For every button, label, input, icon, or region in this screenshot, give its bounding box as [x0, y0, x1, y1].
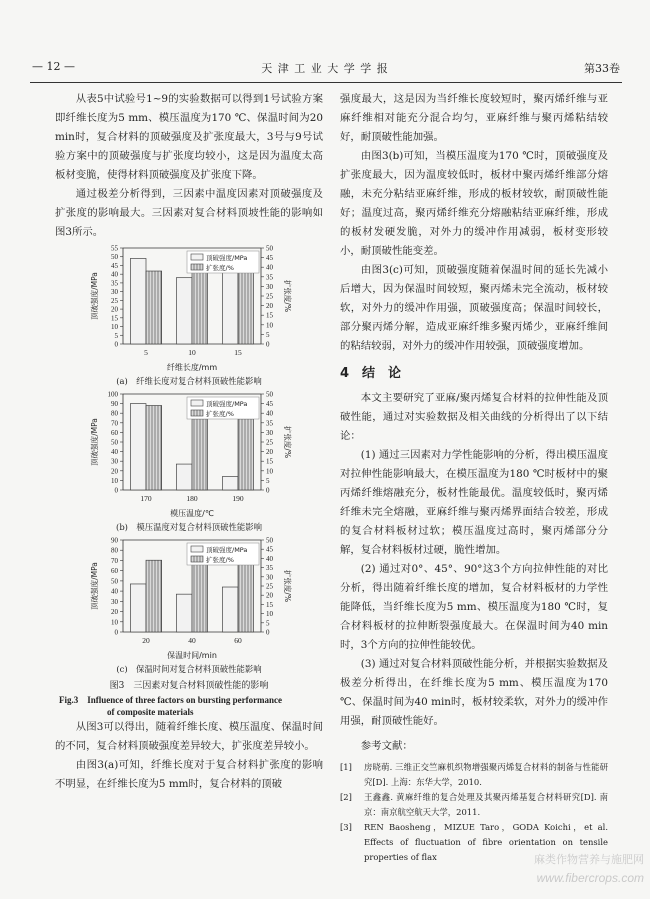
y-right-tick-label: 25: [266, 582, 273, 591]
y-left-tick-label: 20: [111, 467, 118, 476]
bar-expansion: [146, 560, 162, 632]
watermark-cn: 麻类作物营养与施肥网: [534, 853, 644, 866]
watermark-url: www.fibercrops.com: [536, 871, 644, 885]
bar-bursting-strength: [222, 272, 238, 344]
reference-number: [3]: [340, 822, 352, 832]
bar-bursting-strength: [176, 464, 192, 490]
right-paragraph-2: 由图3(b)可知，当模压温度为170 ℃时，顶破强度及扩张度最大，因为温度较低时，板材中聚丙烯纤维部分熔融，未充分粘结亚麻纤维，形成的板材较软，耐顶破性能好；温度过高，聚丙烯纤维充分熔融粘结亚麻纤维，形成的板材发硬发脆，对外力的缓冲作用减弱，板材变形较小，耐顶破性能变差。: [340, 150, 608, 257]
bar-bursting-strength: [222, 477, 238, 490]
x-tick-label: 60: [234, 636, 242, 645]
y-left-tick-label: 10: [111, 476, 118, 485]
y-right-tick-label: 0: [266, 340, 270, 349]
figure-caption-en-1: Fig.3 Influence of three factors on bursting performance: [59, 695, 283, 705]
y-right-tick-label: 0: [266, 486, 270, 495]
conclusion-1: (1) 通过三因素对力学性能影响的分析，得出模压温度对拉伸性能影响最大，在模压温度为180 ℃时板材中的聚丙烯纤维熔融充分，板材性能最优。温度较低时，聚丙烯纤维未完全熔融，亚麻纤维与聚丙烯界面结合较差，形成的复合材料板材过软；模压温度过高时，聚丙烯部分分解，复合材料板材过硬，脆性增加。: [340, 449, 608, 556]
y-right-tick-label: 30: [266, 573, 273, 582]
legend-label-strength: 顶破强度/MPa: [206, 400, 248, 408]
y-right-tick-label: 40: [266, 554, 273, 563]
y-left-tick-label: 50: [111, 253, 118, 262]
y-right-tick-label: 45: [266, 254, 273, 263]
y-left-tick-label: 70: [111, 556, 118, 565]
y-right-tick-label: 35: [266, 273, 273, 282]
bar-expansion: [192, 271, 208, 344]
legend-label-strength: 顶破强度/MPa: [206, 254, 248, 262]
y-left-tick-label: 0: [114, 486, 118, 495]
y-right-tick-label: 40: [266, 409, 273, 418]
y-left-tick-label: 30: [111, 457, 118, 466]
x-axis-label: 纤维长度/mm: [166, 363, 218, 372]
y-right-tick-label: 15: [266, 600, 273, 609]
y-left-tick-label: 10: [111, 323, 118, 332]
reference-text: REN Baosheng，MIZUE Taro，GODA Koichi，et al. Effects of fluctuation of fibre orientation on tensile properties of flax: [364, 822, 608, 862]
figure-3c-caption: (c) 保温时间对复合材料顶破性能影响: [116, 664, 262, 674]
y-left-axis-label: 顶破强度/MPa: [90, 272, 99, 320]
y-right-axis-label: 扩张度/%: [283, 279, 292, 313]
y-right-tick-label: 50: [266, 244, 273, 253]
bar-bursting-strength: [130, 584, 146, 632]
bar-bursting-strength: [176, 278, 192, 344]
conclusion-2: (2) 通过对0°、45°、90°这3个方向拉伸性能的对比分析，得出随着纤维长度的增加，复合材料板材的力学性能降低，当纤维长度为5 mm、模压温度为180 ℃时，复合材料板材的拉伸断裂强度最大。在保温时间为40 min时，3个方向的拉伸性能较优。: [340, 563, 608, 651]
bar-expansion: [146, 271, 162, 344]
y-left-tick-label: 60: [111, 428, 118, 437]
legend-swatch-strength: [191, 400, 203, 406]
y-left-tick-label: 10: [111, 618, 118, 627]
figure-3a: [55, 242, 323, 388]
y-right-tick-label: 30: [266, 282, 273, 291]
bar-expansion: [238, 419, 254, 490]
y-left-tick-label: 30: [111, 597, 118, 606]
y-left-tick-label: 0: [114, 628, 118, 637]
figure-3a-caption: (a) 纤维长度对复合材料顶破性能影响: [116, 376, 262, 386]
y-left-tick-label: 45: [111, 261, 118, 270]
y-left-tick-label: 55: [111, 244, 118, 253]
reference-number: [2]: [340, 792, 352, 802]
y-left-tick-label: 50: [111, 577, 118, 586]
bar-expansion: [238, 560, 254, 632]
legend-label-strength: 顶破强度/MPa: [206, 546, 248, 554]
y-left-tick-label: 80: [111, 546, 118, 555]
y-left-axis-label: 顶破强度/MPa: [90, 418, 99, 466]
conclusion-intro: 本文主要研究了亚麻/聚丙烯复合材料的拉伸性能及顶破性能，通过对实验数据及相关曲线的分析得出了以下结论：: [340, 392, 608, 442]
x-tick-label: 10: [188, 348, 196, 357]
y-left-tick-label: 20: [111, 305, 118, 314]
y-left-tick-label: 40: [111, 448, 118, 457]
right-paragraph-1: 强度最大，这是因为当纤维长度较短时，聚丙烯纤维与亚麻纤维相对能充分混合均匀，亚麻纤维与聚丙烯粘结较好，耐顶破性能加强。: [340, 93, 608, 143]
y-right-tick-label: 20: [266, 448, 273, 457]
y-left-tick-label: 30: [111, 288, 118, 297]
reference-text: 房晓萌. 三维正交竺麻机织物增强聚丙烯复合材料的制备与性能研究[D]. 上海：东华大学，2010.: [364, 762, 608, 787]
y-right-tick-label: 50: [266, 390, 273, 399]
y-left-tick-label: 15: [111, 314, 118, 323]
x-tick-label: 20: [142, 636, 150, 645]
y-left-tick-label: 20: [111, 608, 118, 617]
reference-item: [340, 760, 608, 790]
y-right-tick-label: 15: [266, 311, 273, 320]
y-right-tick-label: 5: [266, 476, 270, 485]
section-title: 4 结 论: [340, 366, 402, 381]
chart-a-svg: [55, 242, 323, 374]
y-right-tick-label: 20: [266, 591, 273, 600]
y-left-tick-label: 0: [114, 340, 118, 349]
x-tick-label: 180: [186, 494, 198, 503]
page-number: — 12 —: [32, 60, 75, 73]
bar-bursting-strength: [130, 258, 146, 344]
right-column: [340, 90, 608, 865]
bar-bursting-strength: [222, 587, 238, 632]
y-left-tick-label: 35: [111, 279, 118, 288]
y-right-tick-label: 45: [266, 545, 273, 554]
chart-c-svg: [55, 534, 323, 662]
references-title: 参考文献：: [360, 740, 413, 752]
y-right-tick-label: 10: [266, 467, 273, 476]
bar-bursting-strength: [130, 404, 146, 490]
figure-3b-caption: (b) 模压温度对复合材料顶破性能影响: [116, 522, 262, 532]
y-right-tick-label: 40: [266, 263, 273, 272]
volume-label: 第33卷: [584, 62, 620, 75]
y-right-tick-label: 25: [266, 292, 273, 301]
conclusion-3: (3) 通过对复合材料顶破性能分析，并根据实验数据及极差分析得出，在纤维长度为5 mm、模压温度为170 ℃、保温时间为40 min时，板材较柔软，对外力的缓冲作用强，耐顶破性能好。: [340, 658, 608, 727]
y-right-tick-label: 10: [266, 610, 273, 619]
y-left-tick-label: 50: [111, 438, 118, 447]
y-right-axis-label: 扩张度/%: [283, 569, 292, 603]
right-paragraph-3: 由图3(c)可知，顶破强度随着保温时间的延长先减小后增大，因为保温时间较短，聚丙烯未完全流动，板材较软，对外力的缓冲作用强，顶破强度高；保温时间较长，部分聚丙烯分解，造成亚麻纤维多聚丙烯少，亚麻纤维间的粘结较弱，对外力的缓冲作用较强，顶破强度增加。: [340, 264, 608, 352]
x-tick-label: 170: [140, 494, 152, 503]
legend-swatch-expansion: [191, 264, 203, 270]
x-tick-label: 15: [234, 348, 242, 357]
y-right-tick-label: 10: [266, 321, 273, 330]
y-right-tick-label: 35: [266, 564, 273, 573]
x-tick-label: 5: [144, 348, 148, 357]
y-right-tick-label: 35: [266, 419, 273, 428]
y-left-tick-label: 25: [111, 296, 118, 305]
y-left-tick-label: 40: [111, 587, 118, 596]
legend-swatch-expansion: [191, 556, 203, 562]
legend-label-expansion: 扩张度/%: [206, 556, 234, 564]
legend-swatch-strength: [191, 254, 203, 260]
y-left-tick-label: 100: [107, 390, 118, 399]
bar-expansion: [192, 560, 208, 632]
y-left-tick-label: 90: [111, 536, 118, 545]
y-right-tick-label: 45: [266, 400, 273, 409]
y-right-tick-label: 30: [266, 428, 273, 437]
legend-swatch-expansion: [191, 410, 203, 416]
left-paragraph-2: 通过极差分析得到，三因素中温度因素对顶破强度及扩张度的影响最大。三因素对复合材料顶坡性能的影响如图3所示。: [55, 188, 323, 238]
y-right-tick-label: 20: [266, 302, 273, 311]
x-axis-label: 保温时间/min: [167, 651, 217, 660]
x-axis-label: 模压温度/℃: [170, 509, 214, 518]
left-paragraph-3: 从图3可以得出，随着纤维长度、模压温度、保温时间的不同，复合材料顶破强度差异较大，扩张度差异较小。: [55, 721, 323, 752]
left-paragraph-1: 从表5中试验号1~9的实验数据可以得到1号试验方案即纤维长度为5 mm、模压温度为170 ℃、保温时间为20 min时，复合材料的顶破强度及扩张度最大，3号与9号试验方案中的顶破强度与扩张度均较小，这是因为温度太高板材变脆，使得材料顶破强度及扩张度下降。: [55, 93, 323, 181]
y-left-axis-label: 顶破强度/MPa: [90, 562, 99, 610]
legend-swatch-strength: [191, 546, 203, 552]
reference-number: [1]: [340, 762, 352, 772]
bar-expansion: [146, 406, 162, 490]
y-left-tick-label: 40: [111, 270, 118, 279]
y-right-tick-label: 0: [266, 628, 270, 637]
reference-item: [340, 790, 608, 820]
figure-caption-en-2: of composite materials: [107, 707, 194, 717]
reference-text: 王鑫鑫. 黄麻纤维的复合处理及其聚丙烯基复合材料研究[D]. 南京：南京航空航天大学，2011.: [364, 792, 608, 817]
bar-expansion: [238, 271, 254, 344]
y-right-tick-label: 25: [266, 438, 273, 447]
y-left-tick-label: 70: [111, 419, 118, 428]
x-tick-label: 190: [232, 494, 244, 503]
legend-label-expansion: 扩张度/%: [206, 264, 234, 272]
legend-label-expansion: 扩张度/%: [206, 410, 234, 418]
x-tick-label: 40: [188, 636, 196, 645]
chart-b-svg: [55, 388, 323, 520]
y-left-tick-label: 60: [111, 567, 118, 576]
figure-3b: [55, 388, 323, 534]
y-left-tick-label: 80: [111, 409, 118, 418]
y-right-tick-label: 50: [266, 536, 273, 545]
header-rule: [30, 82, 622, 83]
left-column: [55, 90, 323, 794]
y-right-tick-label: 5: [266, 619, 270, 628]
y-right-tick-label: 15: [266, 457, 273, 466]
y-left-tick-label: 5: [114, 331, 118, 340]
bar-expansion: [192, 419, 208, 490]
y-left-tick-label: 90: [111, 400, 118, 409]
bar-bursting-strength: [176, 594, 192, 632]
y-right-tick-label: 5: [266, 330, 270, 339]
y-right-axis-label: 扩张度/%: [283, 425, 292, 459]
figure-3c: [55, 534, 323, 676]
figure-caption-cn: 图3 三因素对复合材料顶破性能的影响: [109, 681, 269, 691]
journal-title: 天 津 工 业 大 学 学 报: [261, 62, 389, 75]
left-paragraph-4: 由图3(a)可知，纤维长度对于复合材料扩张度的影响不明显，在纤维长度为5 mm时，复合材料的顶破: [55, 759, 323, 790]
